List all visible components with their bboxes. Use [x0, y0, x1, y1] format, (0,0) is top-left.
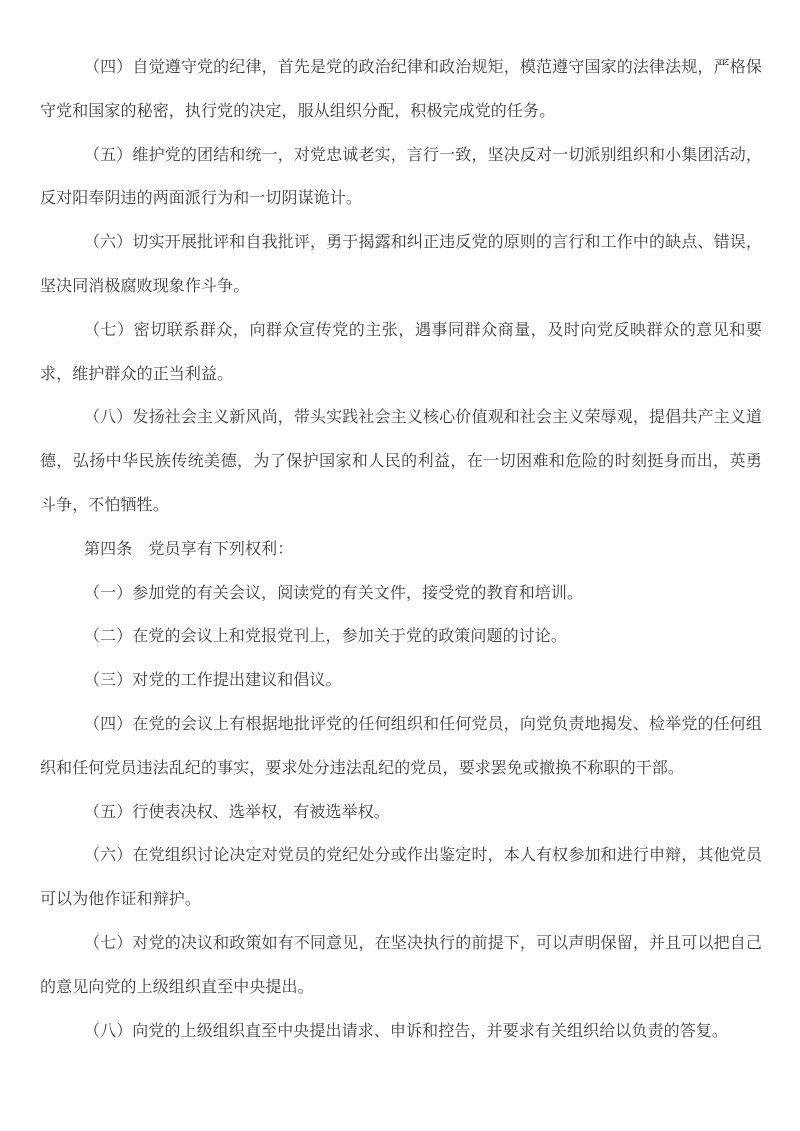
paragraph-right-3: （三）对党的工作提出建议和倡议。: [84, 672, 342, 690]
paragraph-right-6: （六）在党组织讨论决定对党员的党纪处分或作出鉴定时，本人有权参加和进行申辩，其他党员可以为他作证和辩护。: [40, 847, 762, 909]
paragraph-right-8: （八）向党的上级组织直至中央提出请求、申诉和控告，并要求有关组织给以负责的答复。: [84, 1022, 729, 1040]
paragraph-right-1: （一）参加党的有关会议，阅读党的有关文件，接受党的教育和培训。: [84, 584, 584, 602]
paragraph-duty-4: （四）自觉遵守党的纪律，首先是党的政治纪律和政治规矩，模范遵守国家的法律法规，严格保守党和国家的秘密，执行党的决定，服从组织分配，积极完成党的任务。: [40, 59, 762, 120]
article-4-heading: 第四条 党员享有下列权利：: [84, 540, 294, 558]
paragraph-right-7: （七）对党的决议和政策如有不同意见，在坚决执行的前提下，可以声明保留，并且可以把自己的意见向党的上级组织直至中央提出。: [40, 934, 762, 996]
paragraph-duty-5: （五）维护党的团结和统一，对党忠诚老实，言行一致，坚决反对一切派别组织和小集团活动，反对阳奉阴违的两面派行为和一切阴谋诡计。: [40, 146, 762, 208]
paragraph-right-4: （四）在党的会议上有根据地批评党的任何组织和任何党员，向党负责地揭发、检举党的任何组织和任何党员违法乱纪的事实，要求处分违法乱纪的党员，要求罢免或撤换不称职的干部。: [40, 715, 762, 777]
paragraph-duty-8: （八）发扬社会主义新风尚，带头实践社会主义核心价值观和社会主义荣辱观，提倡共产主义道德，弘扬中华民族传统美德，为了保护国家和人民的利益，在一切困难和危险的时刻挺身而出，英勇斗争，不怕牺牲。: [40, 409, 762, 514]
paragraph-right-5: （五）行使表决权、选举权，有被选举权。: [84, 803, 390, 821]
paragraph-duty-7: （七）密切联系群众，向群众宣传党的主张，遇事同群众商量，及时向党反映群众的意见和要求，维护群众的正当利益。: [40, 321, 762, 383]
paragraph-duty-6: （六）切实开展批评和自我批评，勇于揭露和纠正违反党的原则的言行和工作中的缺点、错误，坚决同消极腐败现象作斗争。: [40, 234, 762, 295]
paragraph-right-2: （二）在党的会议上和党报党刊上，参加关于党的政策问题的讨论。: [84, 628, 568, 646]
